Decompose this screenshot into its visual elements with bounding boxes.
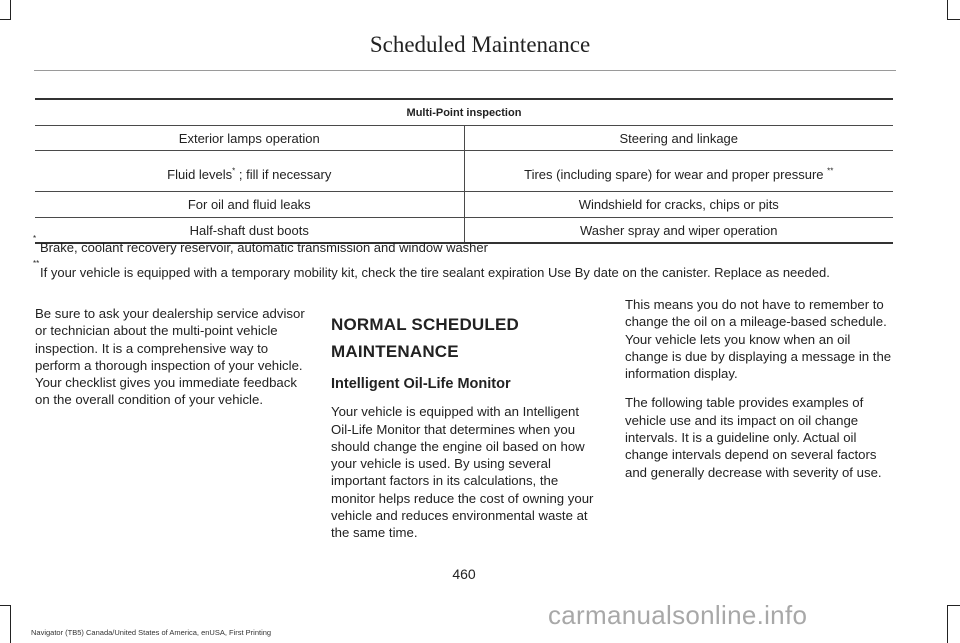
table-row — [35, 151, 893, 192]
footnote-marker: * — [33, 234, 37, 243]
body-paragraph: The following table provides examples of vehicle use and its impact on oil change intervals. It is a guideline only. Actual oil change intervals depend on several factors and generally decrease with severity of use. — [625, 395, 882, 480]
crop-mark-bottom-left-h — [0, 605, 11, 606]
table-cell — [35, 192, 464, 218]
crop-mark-top-right-h — [947, 19, 960, 20]
table-row — [35, 192, 893, 218]
body-paragraph: Be sure to ask your dealership service advisor or technician about the multi-point vehicle inspection. It is a comprehensive way to perform a thorough inspection of your vehicle. Your checklist gives you immediate feedback on the overall condition of your vehicle. — [35, 306, 305, 408]
table-cell — [464, 218, 893, 244]
table-cell — [464, 151, 893, 192]
table-row — [35, 126, 893, 151]
cell-text-suffix: ; fill if necessary — [235, 166, 332, 182]
cell-text: For oil and fluid leaks — [187, 197, 311, 212]
body-paragraph: This means you do not have to remember to change the oil on a mileage-based schedule. Your vehicle lets you know when an oil change is due by displaying a message in the information display. — [625, 297, 892, 382]
multi-point-inspection-table — [35, 98, 893, 244]
column-2 — [331, 311, 603, 554]
watermark: carmanualsonline.info — [548, 600, 808, 630]
table-cell — [35, 151, 464, 192]
column-1 — [35, 305, 307, 421]
footnote-text: If your vehicle is equipped with a temporary mobility kit, check the tire sealant expiration Use By date on the canister. Replace as needed. — [40, 265, 830, 280]
heading-line: NORMAL SCHEDULED — [331, 315, 520, 334]
cell-text: Steering and linkage — [619, 130, 739, 146]
section-heading — [331, 311, 603, 365]
page-title: Scheduled Maintenance — [369, 32, 591, 57]
crop-mark-top-left-h — [0, 19, 11, 20]
crop-mark-bottom-right-v — [947, 605, 948, 643]
crop-mark-top-right-v — [947, 0, 948, 20]
cell-text: Half-shaft dust boots — [189, 222, 309, 238]
heading-line: MAINTENANCE — [331, 342, 459, 361]
cell-text: Windshield for cracks, chips or pits — [578, 197, 779, 212]
title-divider — [34, 70, 896, 71]
footnote-marker: ** — [827, 166, 834, 176]
table-title: Multi-Point inspection — [35, 99, 893, 126]
cell-text: Exterior lamps operation — [178, 130, 320, 146]
cell-text: Tires (including spare) for wear and proper pressure — [524, 166, 824, 182]
crop-mark-top-left-v — [10, 0, 11, 20]
cell-text: Washer spray and wiper operation — [579, 222, 778, 238]
cell-text: Fluid levels — [167, 166, 233, 182]
column-3 — [625, 296, 897, 493]
footnote-marker: ** — [33, 259, 40, 268]
footnote-2 — [33, 259, 830, 280]
footnote-1 — [33, 234, 488, 255]
crop-mark-bottom-left-v — [10, 605, 11, 643]
table-cell — [464, 126, 893, 151]
body-paragraph: Your vehicle is equipped with an Intelligent Oil-Life Monitor that determines when you should change the engine oil based on how your vehicle is used. By using several important factors in its calculations, the monitor helps reduce the cost of owning your vehicle and reduces environmental waste at the same time. — [331, 404, 594, 541]
table-cell — [464, 192, 893, 218]
footnote-text: Brake, coolant recovery reservoir, automatic transmission and window washer — [40, 240, 488, 255]
footnote-marker: * — [232, 166, 236, 176]
page-number: 460 — [452, 566, 476, 582]
table-cell — [35, 126, 464, 151]
edition-footer: Navigator (TB5) Canada/United States of America, enUSA, First Printing — [31, 628, 272, 637]
subsection-heading: Intelligent Oil-Life Monitor — [331, 376, 511, 392]
crop-mark-bottom-right-h — [947, 605, 960, 606]
